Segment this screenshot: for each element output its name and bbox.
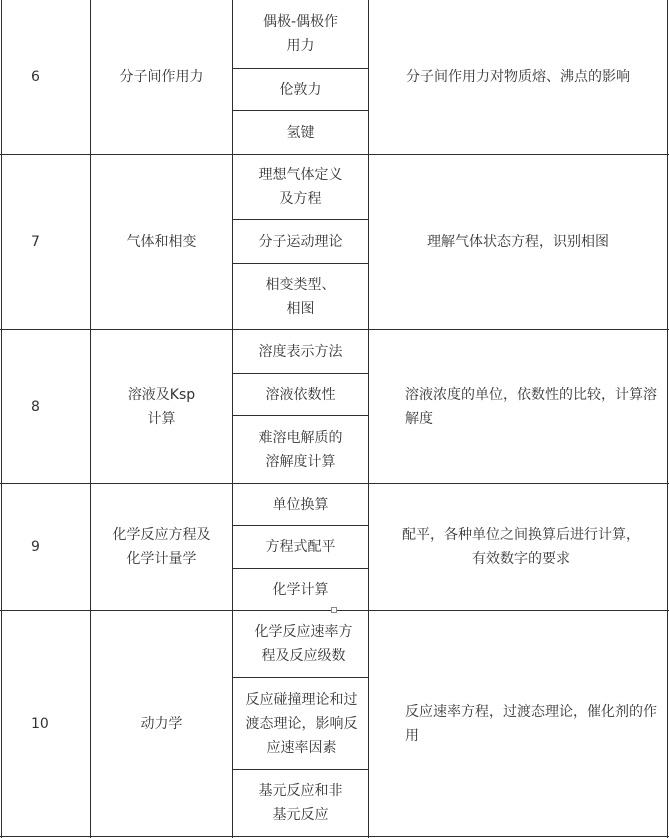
topic-cell: 化学反应速率方程及反应级数 <box>254 624 353 664</box>
topic-cell: 化学计算 <box>272 581 329 598</box>
row-number: 9 <box>31 539 40 555</box>
row-number: 10 <box>31 715 49 732</box>
goal-cell: 溶液浓度的单位，依数性的比较，计算溶解度 <box>405 386 657 427</box>
chapter-name: 化学反应方程及化学计量学 <box>112 527 211 567</box>
topic-cell: 溶度表示方法 <box>258 343 343 360</box>
topic-cell: 偶极-偶极作用力 <box>262 14 339 54</box>
chapter-name: 动力学 <box>140 715 183 732</box>
topic-cell: 单位换算 <box>272 496 329 513</box>
topic-cell: 难溶电解质的溶解度计算 <box>258 429 343 470</box>
topic-cell: 方程式配平 <box>265 539 336 555</box>
row-border <box>0 836 669 837</box>
topic-cell: 溶液依数性 <box>265 386 336 403</box>
row-number: 6 <box>31 69 40 85</box>
topic-cell: 伦敦力 <box>279 81 322 98</box>
goal-cell: 理解气体状态方程，识别相图 <box>427 234 609 250</box>
goal-cell: 分子间作用力对物质熔、沸点的影响 <box>406 69 630 85</box>
topic-cell: 相变类型、相图 <box>265 276 336 317</box>
goal-cell: 反应速率方程，过渡态理论，催化剂的作用 <box>405 703 657 744</box>
topic-cell: 理想气体定义及方程 <box>258 167 343 207</box>
topic-cell: 基元反应和非基元反应 <box>258 783 343 823</box>
chapter-name: 气体和相变 <box>126 234 197 250</box>
column-border <box>667 0 668 838</box>
topic-cell: 反应碰撞理论和过渡态理论，影响反应速率因素 <box>245 691 358 756</box>
goal-cell: 配平，各种单位之间换算后进行计算，有效数字的要求 <box>402 527 640 567</box>
topic-cell: 分子运动理论 <box>258 233 343 250</box>
chapter-name: 分子间作用力 <box>119 69 204 85</box>
row-number: 8 <box>31 398 40 415</box>
row-number: 7 <box>31 234 40 250</box>
topic-cell: 氢键 <box>286 124 315 141</box>
chapter-name: 溶液及Ksp计算 <box>127 386 196 427</box>
